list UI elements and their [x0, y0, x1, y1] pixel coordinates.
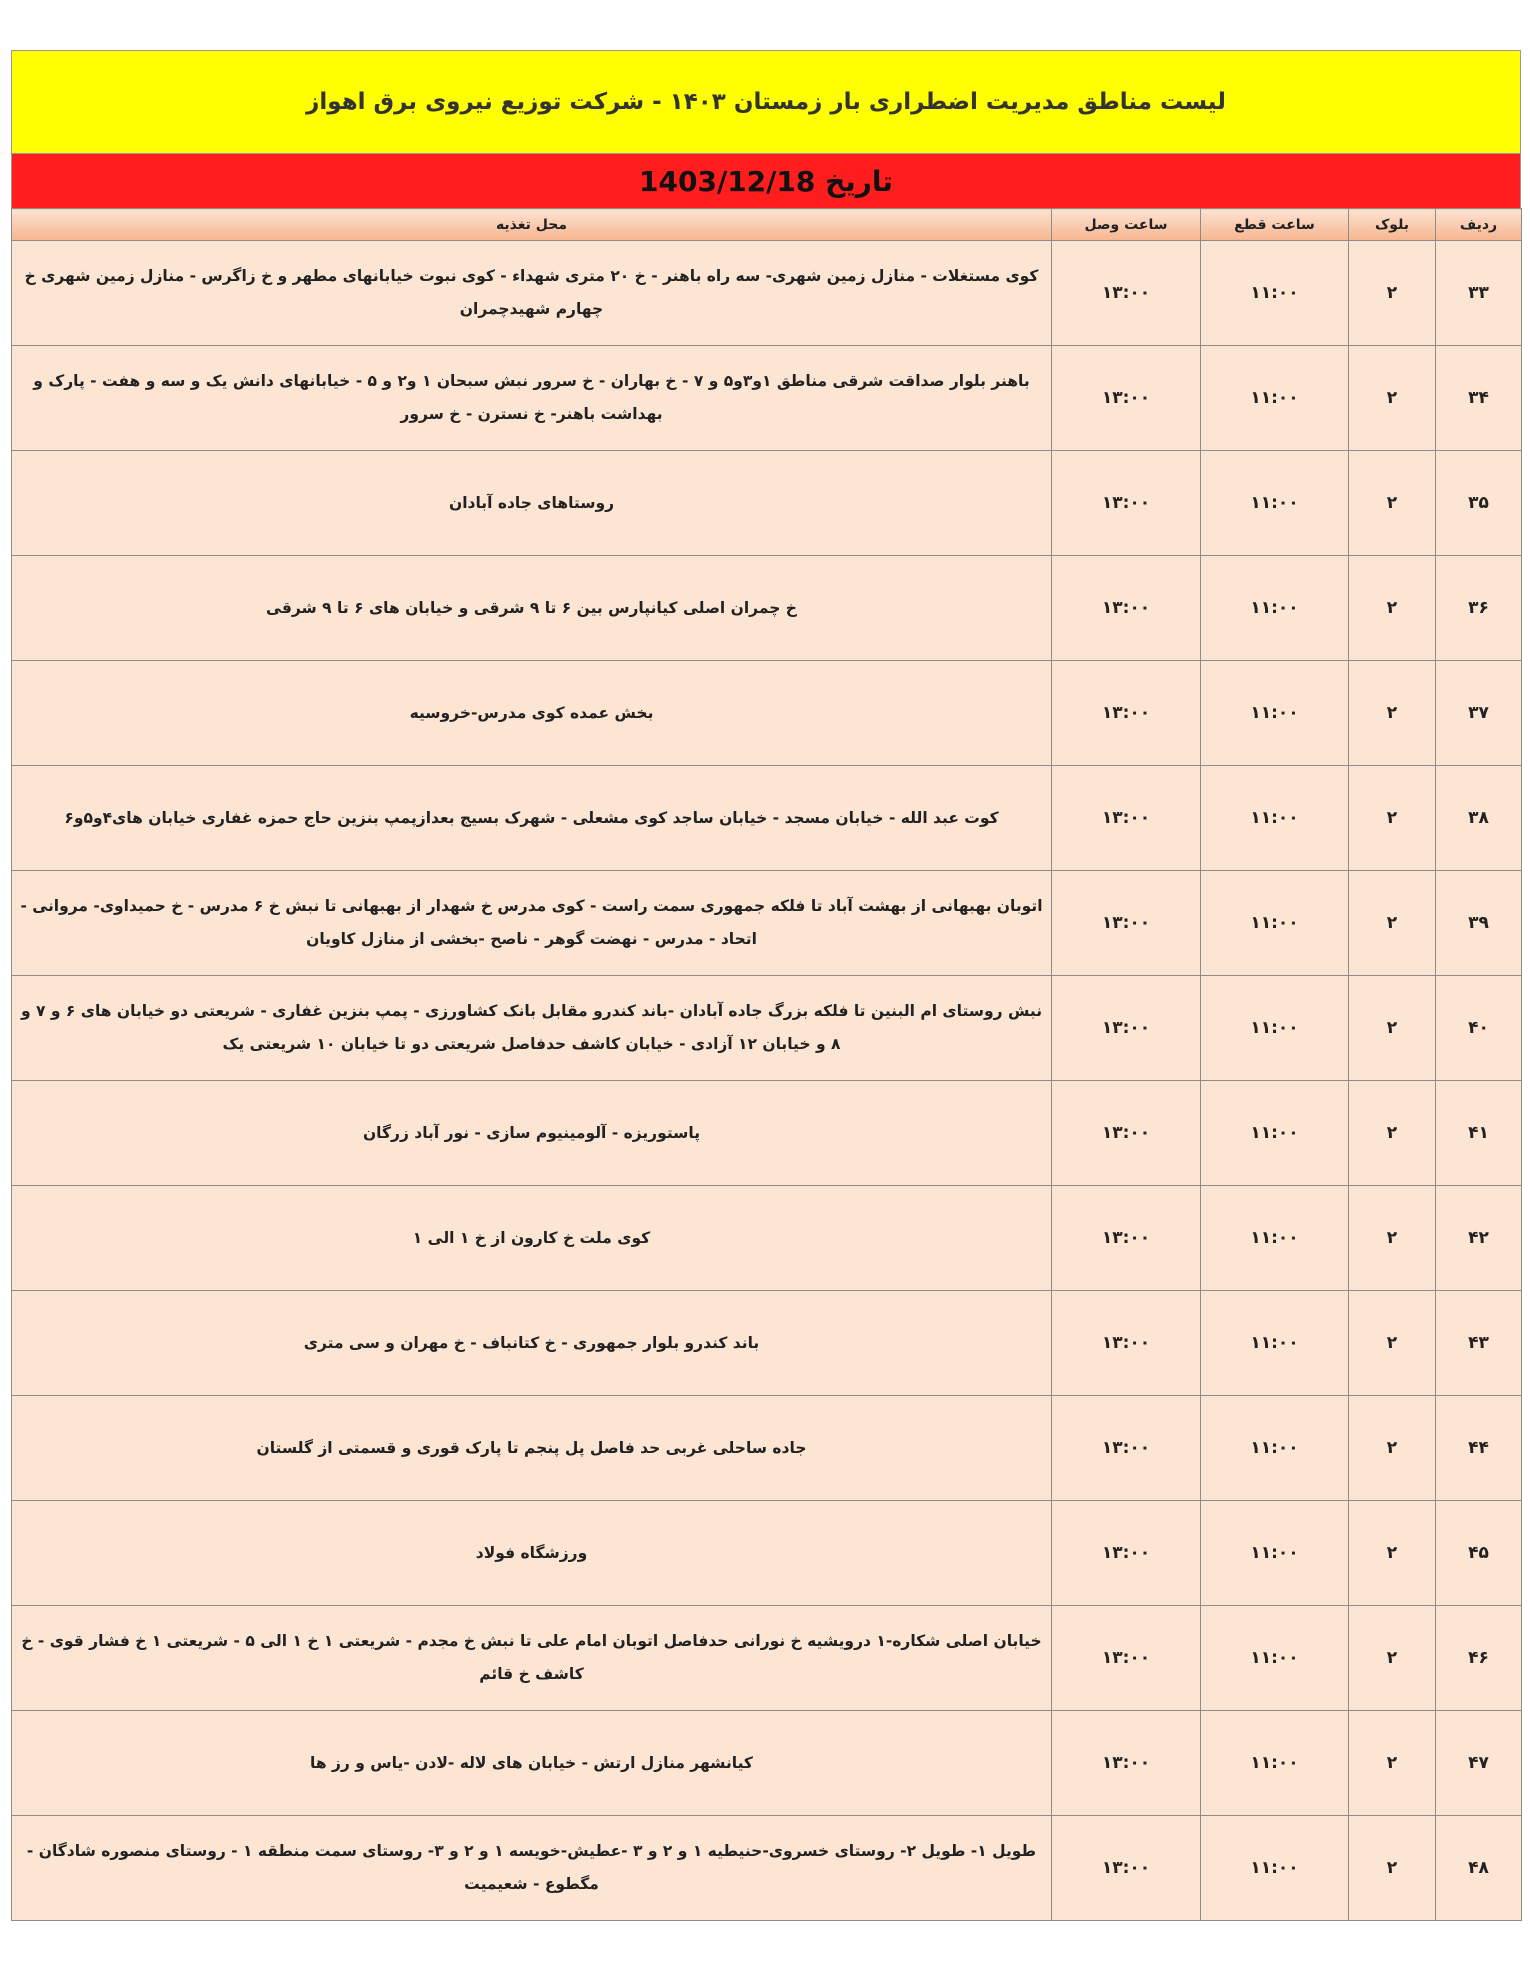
cut-time-cell: ۱۱:۰۰	[1201, 1081, 1349, 1186]
connect-time-cell: ۱۳:۰۰	[1052, 241, 1201, 346]
table-row	[12, 976, 1522, 1081]
location-cell: طویل ۱- طویل ۲- روستای خسروی-حنیطیه ۱ و ۲ و ۳ -عطیش-خویسه ۱ و ۲ و ۳- روستای سمت منطقه ۱ - روستای منصوره شادگان - مگطوع - شعیمیت	[12, 1816, 1052, 1921]
block-cell: ۲	[1349, 556, 1436, 661]
location-cell: جاده ساحلی غربی حد فاصل پل پنجم تا پارک قوری و قسمتی از گلستان	[12, 1396, 1052, 1501]
cut-time-cell: ۱۱:۰۰	[1201, 1816, 1349, 1921]
location-cell: خیابان اصلی شکاره-۱ درویشیه خ نورانی حدفاصل اتوبان امام علی تا نبش خ مجدم - شریعتی ۱ خ ۱ الی ۵ - شریعتی ۱ خ فشار قوی - خ کاشف خ قائم	[12, 1606, 1052, 1711]
date-banner	[11, 153, 1521, 208]
table-row	[12, 1606, 1522, 1711]
connect-time-cell: ۱۳:۰۰	[1052, 976, 1201, 1081]
table-row	[12, 1816, 1522, 1921]
row-number-cell: ۴۴	[1436, 1396, 1522, 1501]
block-cell: ۲	[1349, 1396, 1436, 1501]
location-cell: کوت عبد الله - خیابان مسجد - خیابان ساجد کوی مشعلی - شهرک بسیج بعدازپمپ بنزین حاج حمزه غفاری خیابان های۴و۵و۶	[12, 766, 1052, 871]
location-cell: کیانشهر منازل ارتش - خیابان های لاله -لادن -یاس و رز ها	[12, 1711, 1052, 1816]
table-row	[12, 661, 1522, 766]
block-cell: ۲	[1349, 1606, 1436, 1711]
table-row	[12, 1501, 1522, 1606]
table-row	[12, 1396, 1522, 1501]
cut-time-cell: ۱۱:۰۰	[1201, 1711, 1349, 1816]
connect-time-cell: ۱۳:۰۰	[1052, 1396, 1201, 1501]
table-header-row	[12, 209, 1522, 241]
cut-time-cell: ۱۱:۰۰	[1201, 451, 1349, 556]
row-number-cell: ۴۱	[1436, 1081, 1522, 1186]
connect-time-cell: ۱۳:۰۰	[1052, 766, 1201, 871]
cut-time-cell: ۱۱:۰۰	[1201, 661, 1349, 766]
location-cell: کوی مستغلات - منازل زمین شهری- سه راه باهنر - خ ۲۰ متری شهداء - کوی نبوت خیابانهای مطهر و خ زاگرس - منازل زمین شهری خ چهارم شهیدچمران	[12, 241, 1052, 346]
table-row	[12, 871, 1522, 976]
header-row-number: ردیف	[1436, 209, 1522, 241]
header-connect-time: ساعت وصل	[1052, 209, 1201, 241]
connect-time-cell: ۱۳:۰۰	[1052, 1186, 1201, 1291]
connect-time-cell: ۱۳:۰۰	[1052, 871, 1201, 976]
block-cell: ۲	[1349, 241, 1436, 346]
block-cell: ۲	[1349, 1186, 1436, 1291]
location-cell: باند کندرو بلوار جمهوری - خ کتانباف - خ مهران و سی متری	[12, 1291, 1052, 1396]
header-block: بلوک	[1349, 209, 1436, 241]
connect-time-cell: ۱۳:۰۰	[1052, 1291, 1201, 1396]
row-number-cell: ۳۵	[1436, 451, 1522, 556]
table-row	[12, 1711, 1522, 1816]
row-number-cell: ۳۸	[1436, 766, 1522, 871]
table-row	[12, 451, 1522, 556]
block-cell: ۲	[1349, 1711, 1436, 1816]
table-row	[12, 1081, 1522, 1186]
table-row	[12, 766, 1522, 871]
header-cut-time: ساعت قطع	[1201, 209, 1349, 241]
cut-time-cell: ۱۱:۰۰	[1201, 976, 1349, 1081]
table-row	[12, 1291, 1522, 1396]
row-number-cell: ۳۶	[1436, 556, 1522, 661]
location-cell: کوی ملت خ کارون از خ ۱ الی ۱	[12, 1186, 1052, 1291]
row-number-cell: ۳۳	[1436, 241, 1522, 346]
block-cell: ۲	[1349, 661, 1436, 766]
location-cell: ورزشگاه فولاد	[12, 1501, 1052, 1606]
connect-time-cell: ۱۳:۰۰	[1052, 451, 1201, 556]
block-cell: ۲	[1349, 346, 1436, 451]
schedule-date: تاریخ 1403/12/18	[639, 164, 893, 198]
page-title: لیست مناطق مدیریت اضطراری بار زمستان ۱۴۰۳ - شرکت توزیع نیروی برق اهواز	[306, 89, 1226, 115]
cut-time-cell: ۱۱:۰۰	[1201, 1186, 1349, 1291]
row-number-cell: ۳۷	[1436, 661, 1522, 766]
location-cell: نبش روستای ام البنین تا فلکه بزرگ جاده آبادان -باند کندرو مقابل بانک کشاورزی - پمپ بنزین غفاری - شریعتی دو خیابان های ۶ و ۷ و ۸ و خیابان ۱۲ آزادی - خیابان کاشف حدفاصل شریعتی دو تا خیابان ۱۰ شریعتی یک	[12, 976, 1052, 1081]
location-cell: روستاهای جاده آبادان	[12, 451, 1052, 556]
block-cell: ۲	[1349, 1291, 1436, 1396]
outage-schedule-sheet	[11, 50, 1521, 1921]
row-number-cell: ۴۶	[1436, 1606, 1522, 1711]
connect-time-cell: ۱۳:۰۰	[1052, 346, 1201, 451]
block-cell: ۲	[1349, 976, 1436, 1081]
block-cell: ۲	[1349, 766, 1436, 871]
cut-time-cell: ۱۱:۰۰	[1201, 1396, 1349, 1501]
table-row	[12, 346, 1522, 451]
cut-time-cell: ۱۱:۰۰	[1201, 1501, 1349, 1606]
location-cell: بخش عمده کوی مدرس-خروسیه	[12, 661, 1052, 766]
block-cell: ۲	[1349, 871, 1436, 976]
cut-time-cell: ۱۱:۰۰	[1201, 241, 1349, 346]
row-number-cell: ۴۰	[1436, 976, 1522, 1081]
location-cell: خ چمران اصلی کیانپارس بین ۶ تا ۹ شرقی و خیابان های ۶ تا ۹ شرقی	[12, 556, 1052, 661]
connect-time-cell: ۱۳:۰۰	[1052, 1816, 1201, 1921]
connect-time-cell: ۱۳:۰۰	[1052, 1501, 1201, 1606]
table-row	[12, 556, 1522, 661]
location-cell: پاستوریزه - آلومینیوم سازی - نور آباد زرگان	[12, 1081, 1052, 1186]
location-cell: اتوبان بهبهانی از بهشت آباد تا فلکه جمهوری سمت راست - کوی مدرس خ شهدار از بهبهانی تا نبش خ ۶ مدرس - خ حمیداوی- مروانی - اتحاد - مدرس - نهضت گوهر - ناصح -بخشی از منازل کاویان	[12, 871, 1052, 976]
outage-table	[11, 208, 1522, 1921]
block-cell: ۲	[1349, 1501, 1436, 1606]
cut-time-cell: ۱۱:۰۰	[1201, 766, 1349, 871]
row-number-cell: ۴۲	[1436, 1186, 1522, 1291]
title-banner	[11, 50, 1521, 153]
row-number-cell: ۴۷	[1436, 1711, 1522, 1816]
connect-time-cell: ۱۳:۰۰	[1052, 1081, 1201, 1186]
row-number-cell: ۳۹	[1436, 871, 1522, 976]
cut-time-cell: ۱۱:۰۰	[1201, 346, 1349, 451]
cut-time-cell: ۱۱:۰۰	[1201, 871, 1349, 976]
connect-time-cell: ۱۳:۰۰	[1052, 1711, 1201, 1816]
connect-time-cell: ۱۳:۰۰	[1052, 661, 1201, 766]
connect-time-cell: ۱۳:۰۰	[1052, 556, 1201, 661]
connect-time-cell: ۱۳:۰۰	[1052, 1606, 1201, 1711]
location-cell: باهنر بلوار صداقت شرقی مناطق ۱و۳و۵ و ۷ - خ بهاران - خ سرور نبش سبحان ۱ و۲ و ۵ - خیابانهای دانش یک و سه و هفت - پارک و بهداشت باهنر- خ نسترن - خ سرور	[12, 346, 1052, 451]
table-row	[12, 241, 1522, 346]
row-number-cell: ۳۴	[1436, 346, 1522, 451]
header-location: محل تغذیه	[12, 209, 1052, 241]
block-cell: ۲	[1349, 1081, 1436, 1186]
row-number-cell: ۴۳	[1436, 1291, 1522, 1396]
table-row	[12, 1186, 1522, 1291]
cut-time-cell: ۱۱:۰۰	[1201, 1291, 1349, 1396]
block-cell: ۲	[1349, 1816, 1436, 1921]
cut-time-cell: ۱۱:۰۰	[1201, 1606, 1349, 1711]
row-number-cell: ۴۵	[1436, 1501, 1522, 1606]
row-number-cell: ۴۸	[1436, 1816, 1522, 1921]
block-cell: ۲	[1349, 451, 1436, 556]
cut-time-cell: ۱۱:۰۰	[1201, 556, 1349, 661]
